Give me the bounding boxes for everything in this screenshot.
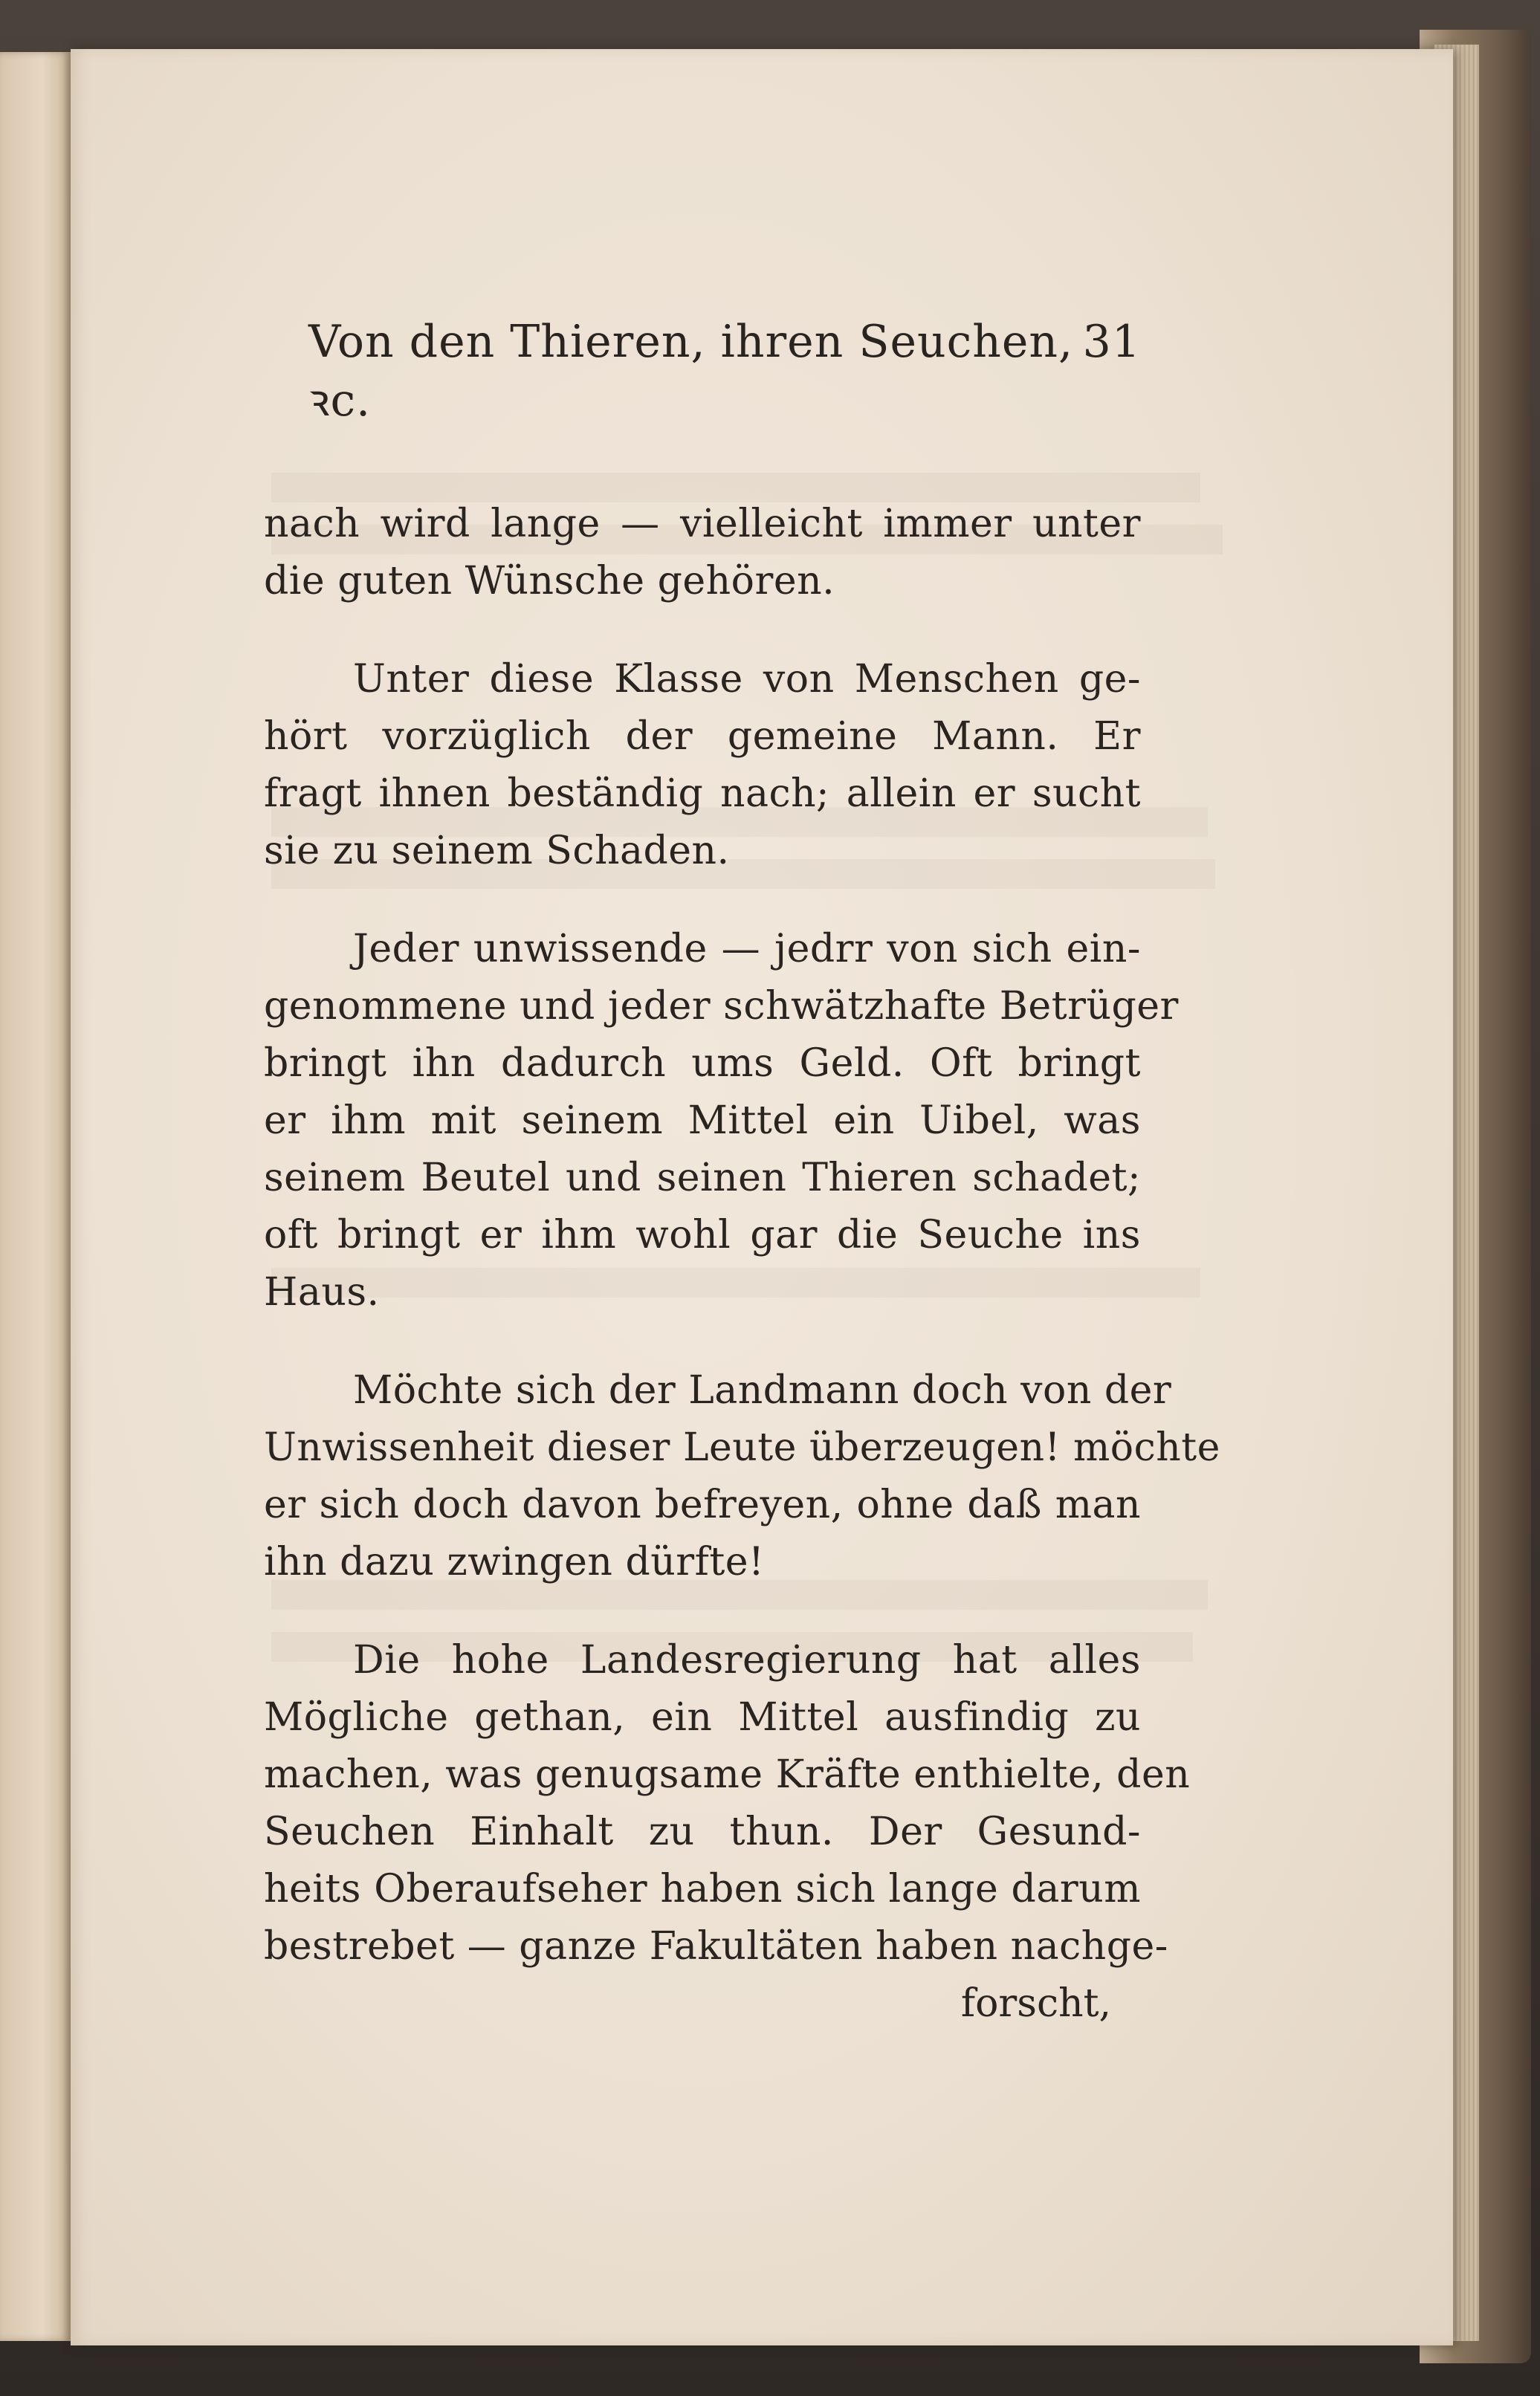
text-line: er ihm mit seinem Mittel ein Uibel, was — [264, 1098, 1141, 1143]
text-line: Unwissenheit dieser Leute überzeugen! möchte — [264, 1425, 1220, 1470]
text-line: seinem Beutel und seinen Thieren schadet; — [264, 1156, 1141, 1200]
text-line: die guten Wünsche gehören. — [264, 559, 835, 603]
text-line: er sich doch davon befreyen, ohne daß man — [264, 1483, 1141, 1527]
page-text-block — [264, 316, 1220, 2033]
text-line: sie zu seinem Schaden. — [264, 829, 730, 873]
text-line: Haus. — [264, 1270, 380, 1315]
paragraph-2 — [264, 651, 1141, 880]
left-page-edge — [0, 52, 71, 2341]
catchword: forscht, — [960, 1981, 1111, 2026]
page-number: 31 — [1082, 316, 1141, 368]
text-line: heits Oberaufseher haben sich lange darum — [264, 1867, 1141, 1911]
text-line: Unter diese Klasse von Menschen ge- — [353, 657, 1141, 702]
text-line: ihn dazu zwingen dürfte! — [264, 1540, 765, 1584]
text-line: bringt ihn dadurch ums Geld. Oft bringt — [264, 1041, 1141, 1086]
text-line: Jeder unwissende — jedrr von sich ein- — [353, 927, 1141, 971]
text-line: machen, was genugsame Kräfte enthielte, den — [264, 1752, 1191, 1797]
paragraph-3 — [264, 921, 1179, 1321]
text-line: Möchte sich der Landmann doch von der — [353, 1368, 1172, 1413]
running-header — [308, 316, 1141, 429]
paragraph-5 — [264, 1632, 1191, 1975]
text-line: Mögliche gethan, ein Mittel ausfindig zu — [264, 1695, 1141, 1740]
paragraph-4 — [264, 1362, 1220, 1591]
text-line: bestrebet — ganze Fakultäten haben nachge- — [264, 1924, 1168, 1969]
text-line: Die hohe Landesregierung hat alles — [353, 1638, 1141, 1683]
text-line: Seuchen Einhalt zu thun. Der Gesund- — [264, 1810, 1141, 1854]
text-line: oft bringt er ihm wohl gar die Seuche ins — [264, 1213, 1141, 1257]
text-line: nach wird lange — vielleicht immer unter — [264, 502, 1141, 546]
running-head-title: Von den Thieren, ihren Seuchen, ꝛc. — [308, 316, 1074, 427]
text-line: genommene und jeder schwätzhafte Betrüger — [264, 984, 1179, 1029]
text-line: hört vorzüglich der gemeine Mann. Er — [264, 714, 1141, 759]
text-line: fragt ihnen beständig nach; allein er sucht — [264, 771, 1141, 816]
paragraph-1 — [264, 496, 1141, 610]
